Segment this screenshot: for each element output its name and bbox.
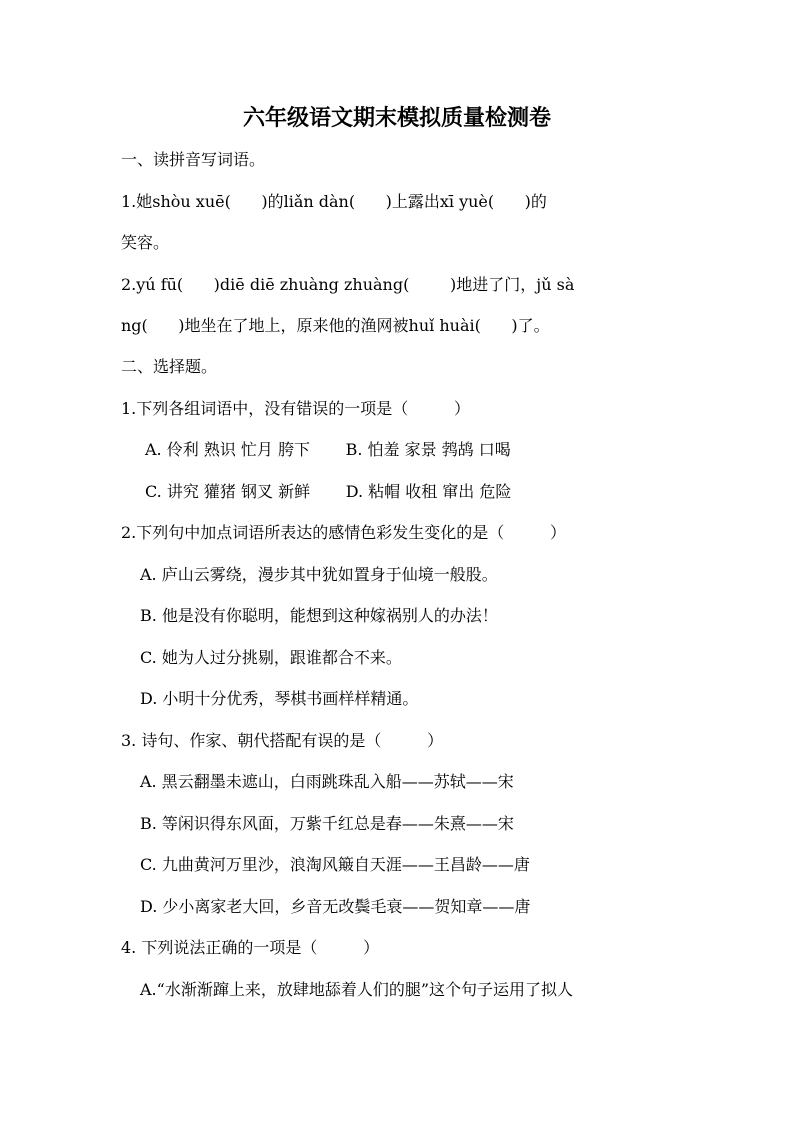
choice-question-1-stem: 1.下列各组词语中，没有错误的一项是（ ） bbox=[121, 399, 471, 418]
section-heading-choice: 二、选择题。 bbox=[121, 357, 218, 376]
question-2-line-2: ng( )地坐在了地上，原来他的渔网被huǐ huài( )了。 bbox=[121, 316, 550, 335]
section-heading-pinyin: 一、读拼音写词语。 bbox=[121, 150, 266, 169]
question-2-line-1: 2.yú fū( )diē diē zhuàng zhuàng( )地进了门，jǔ sà bbox=[121, 275, 575, 294]
choice-question-4-stem: 4. 下列说法正确的一项是（ ） bbox=[121, 938, 380, 957]
choice-question-2-option-b: B. 他是没有你聪明，能想到这种嫁祸别人的办法！ bbox=[140, 606, 498, 625]
choice-question-1-options-row-1: A. 伶利 熟识 忙月 胯下 B. 怕羞 家景 鹁鸪 口喝 bbox=[145, 440, 511, 459]
choice-question-3-stem: 3. 诗句、作家、朝代搭配有误的是（ ） bbox=[121, 731, 444, 750]
choice-question-3-option-c: C. 九曲黄河万里沙，浪淘风簸自天涯——王昌龄——唐 bbox=[140, 855, 530, 874]
choice-question-4-option-a: A.“水渐渐蹿上来，放肆地舔着人们的腿”这个句子运用了拟人 bbox=[140, 980, 574, 999]
question-1-line-1: 1.她shòu xuē( )的liǎn dàn( )上露出xī yuè( )的 bbox=[121, 192, 547, 211]
page-title: 六年级语文期末模拟质量检测卷 bbox=[242, 105, 551, 131]
choice-question-2-option-d: D. 小明十分优秀，琴棋书画样样精通。 bbox=[140, 689, 419, 708]
choice-question-3-option-b: B. 等闲识得东风面，万紫千红总是春——朱熹——宋 bbox=[140, 814, 514, 833]
choice-question-2-option-c: C. 她为人过分挑剔，跟谁都合不来。 bbox=[140, 648, 402, 667]
question-1-line-2: 笑容。 bbox=[121, 233, 170, 252]
choice-question-3-option-d: D. 少小离家老大回，乡音无改鬓毛衰——贺知章——唐 bbox=[140, 897, 531, 916]
choice-question-3-option-a: A. 黑云翻墨未遮山，白雨跳珠乱入船——苏轼——宋 bbox=[140, 772, 514, 791]
choice-question-2-stem: 2.下列句中加点词语所表达的感情色彩发生变化的是（ ） bbox=[121, 523, 567, 542]
choice-question-2-option-a: A. 庐山云雾绕，漫步其中犹如置身于仙境一般股。 bbox=[140, 565, 498, 584]
choice-question-1-options-row-2: C. 讲究 獾猪 钢叉 新鲜 D. 粘帽 收租 窜出 危险 bbox=[145, 482, 512, 501]
